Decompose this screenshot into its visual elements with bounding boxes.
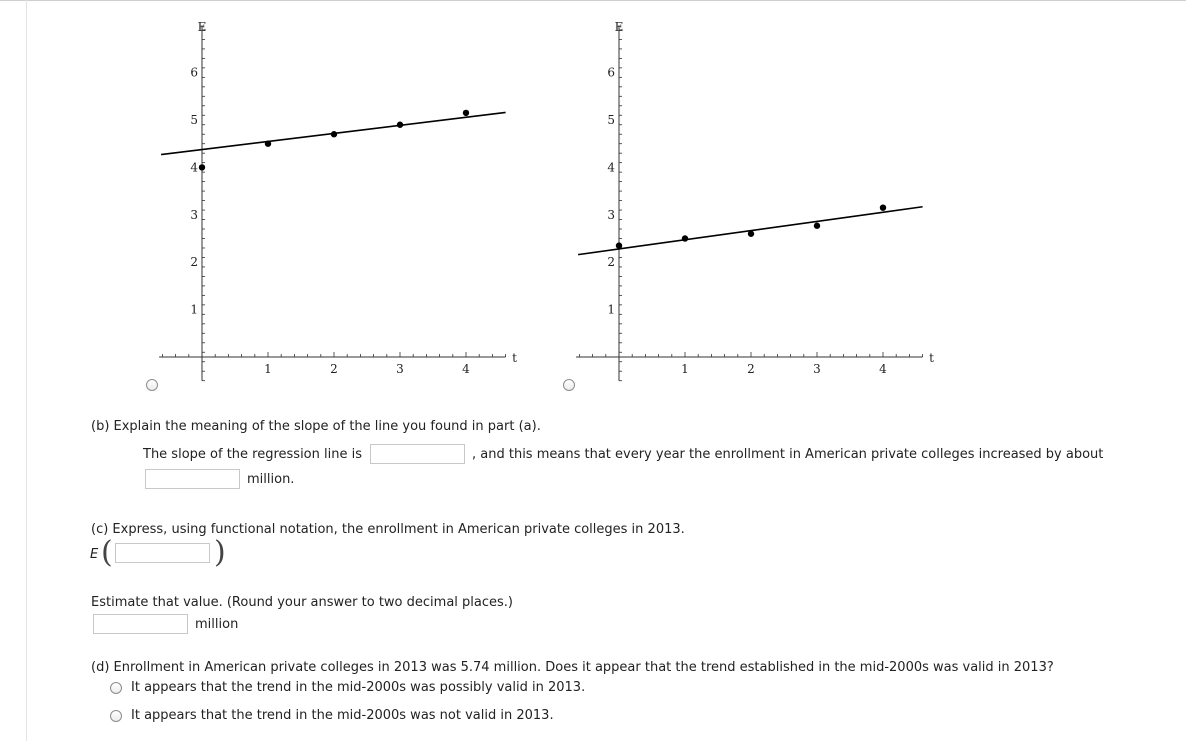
x-tick-label: 1 bbox=[681, 362, 689, 376]
y-tick-label: 3 bbox=[190, 207, 198, 222]
option-not-valid-radio[interactable] bbox=[110, 710, 122, 722]
y-axis-label: E bbox=[614, 20, 624, 34]
graph-option-1 bbox=[150, 0, 530, 395]
y-tick-label: 1 bbox=[607, 302, 615, 317]
y-tick-label: 4 bbox=[190, 160, 198, 175]
x-tick-label: 4 bbox=[462, 362, 470, 376]
y-tick-label: 6 bbox=[607, 65, 615, 80]
x-tick-label: 1 bbox=[264, 362, 272, 376]
y-tick-label: 3 bbox=[607, 207, 615, 222]
x-tick-label: 2 bbox=[747, 362, 755, 376]
estimate-input[interactable] bbox=[93, 614, 188, 634]
option-not-valid-label[interactable]: It appears that the trend in the mid-2000s was not valid in 2013. bbox=[131, 708, 554, 723]
part-c-question: (c) Express, using functional notation, the enrollment in American private colleges in 2013. bbox=[91, 522, 685, 537]
graph-option-2 bbox=[567, 0, 947, 395]
data-point bbox=[748, 231, 754, 237]
close-paren: ) bbox=[214, 535, 226, 570]
open-paren: ( bbox=[101, 535, 113, 570]
option-possibly-valid-label[interactable]: It appears that the trend in the mid-2000s was possibly valid in 2013. bbox=[131, 680, 586, 695]
y-tick-label: 4 bbox=[607, 160, 615, 175]
x-tick-label: 4 bbox=[879, 362, 887, 376]
x-axis-label: t bbox=[929, 351, 935, 365]
data-point bbox=[463, 110, 469, 116]
function-name-e: E bbox=[90, 547, 99, 562]
option-possibly-valid-radio[interactable] bbox=[110, 682, 122, 694]
x-axis-label: t bbox=[512, 351, 518, 365]
part-b-sentence-middle: , and this means that every year the enrollment in American private colleges increased by about bbox=[472, 447, 1104, 462]
part-b-question: (b) Explain the meaning of the slope of the line you found in part (a). bbox=[91, 419, 541, 434]
data-point bbox=[682, 235, 688, 241]
x-tick-label: 3 bbox=[396, 362, 404, 376]
x-tick-label: 3 bbox=[813, 362, 821, 376]
data-point bbox=[616, 242, 622, 248]
y-tick-label: 2 bbox=[190, 255, 198, 270]
data-point bbox=[814, 223, 820, 229]
y-axis-label: E bbox=[197, 20, 207, 34]
data-point bbox=[265, 141, 271, 147]
x-tick-label: 2 bbox=[330, 362, 338, 376]
estimate-prompt: Estimate that value. (Round your answer to two decimal places.) bbox=[91, 595, 513, 610]
y-tick-label: 2 bbox=[607, 255, 615, 270]
data-point bbox=[880, 204, 886, 210]
y-tick-label: 5 bbox=[190, 113, 198, 127]
data-point bbox=[199, 164, 205, 170]
data-point bbox=[397, 122, 403, 128]
part-d-question: (d) Enrollment in American private colleges in 2013 was 5.74 million. Does it appear that the trend established in the mid-2000s was valid in 2013? bbox=[91, 660, 1054, 675]
slope-input[interactable] bbox=[370, 444, 465, 464]
y-tick-label: 6 bbox=[190, 65, 198, 80]
part-b-sentence-start: The slope of the regression line is bbox=[143, 447, 362, 462]
frame-left-border bbox=[26, 0, 27, 741]
function-argument-input[interactable] bbox=[115, 543, 210, 563]
y-tick-label: 5 bbox=[607, 113, 615, 127]
estimate-unit: million bbox=[195, 617, 239, 632]
data-point bbox=[331, 131, 337, 137]
increase-input[interactable] bbox=[145, 469, 240, 489]
part-b-unit: million. bbox=[247, 472, 295, 487]
y-tick-label: 1 bbox=[190, 302, 198, 317]
